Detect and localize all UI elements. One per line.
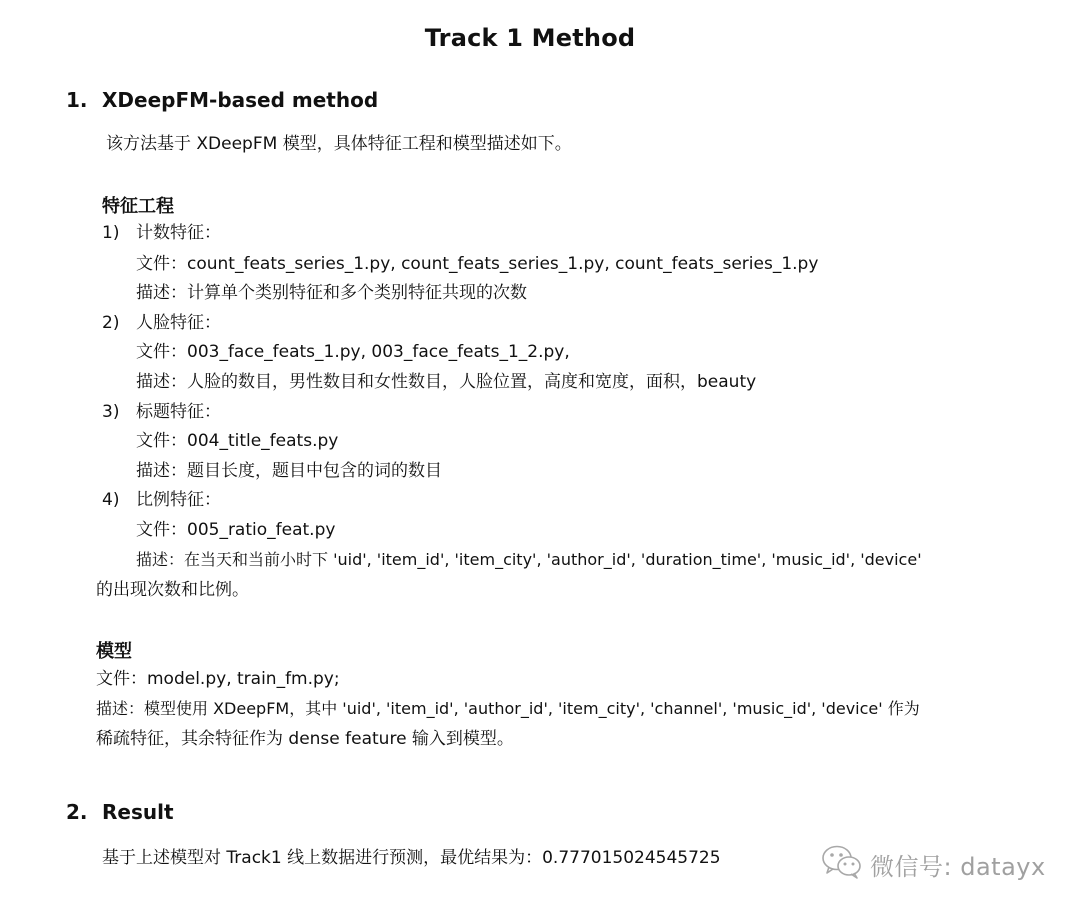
- watermark-text: 微信号: datayx: [870, 852, 1046, 881]
- result-text: 基于上述模型对 Track1 线上数据进行预测，最优结果为：0.777015024545725: [102, 848, 721, 868]
- section1-intro: 该方法基于 XDeepFM 模型，具体特征工程和模型描述如下。: [106, 134, 572, 154]
- section1-number: 1.: [66, 88, 88, 112]
- feature-item-description-continued: 的出现次数和比例。: [96, 580, 249, 600]
- section2-heading: Result: [102, 800, 174, 824]
- feature-item-number: 1): [102, 223, 120, 243]
- wechat-watermark: [820, 842, 1046, 886]
- model-description-line1: 描述：模型使用 XDeepFM，其中 'uid', 'item_id', 'author_id', 'item_city', 'channel', 'music_id', 'device' 作为: [96, 699, 920, 718]
- feature-item-number: 3): [102, 402, 120, 422]
- feature-item-files: 文件：005_ratio_feat.py: [136, 520, 336, 540]
- model-files: 文件：model.py, train_fm.py;: [96, 669, 340, 689]
- feature-item-title: 计数特征：: [136, 223, 221, 243]
- feature-item-number: 2): [102, 313, 120, 333]
- feature-item-files: 文件：003_face_feats_1.py, 003_face_feats_1_2.py,: [136, 342, 570, 362]
- feature-item-title: 比例特征：: [136, 490, 221, 510]
- feature-engineering-heading: 特征工程: [102, 196, 174, 217]
- feature-item-files: 文件：004_title_feats.py: [136, 431, 339, 451]
- feature-item-title: 标题特征：: [136, 402, 221, 422]
- section1-heading: XDeepFM-based method: [102, 88, 379, 112]
- section2-number: 2.: [66, 800, 88, 824]
- model-description-line2: 稀疏特征，其余特征作为 dense feature 输入到模型。: [96, 729, 514, 749]
- model-heading: 模型: [96, 641, 132, 662]
- feature-item-description: 描述：在当天和当前小时下 'uid', 'item_id', 'item_city', 'author_id', 'duration_time', 'music_id', 'device': [136, 550, 922, 569]
- feature-item-description: 描述：题目长度，题目中包含的词的数目: [136, 461, 442, 481]
- feature-item-description: 描述：计算单个类别特征和多个类别特征共现的次数: [136, 283, 527, 303]
- feature-item-title: 人脸特征：: [136, 313, 221, 333]
- document-title: Track 1 Method: [424, 24, 636, 52]
- feature-item-files: 文件：count_feats_series_1.py, count_feats_series_1.py, count_feats_series_1.py: [136, 254, 819, 274]
- feature-item-description: 描述：人脸的数目，男性数目和女性数目，人脸位置，高度和宽度，面积，beauty: [136, 372, 757, 392]
- feature-item-number: 4): [102, 490, 120, 510]
- wechat-icon: [820, 842, 864, 886]
